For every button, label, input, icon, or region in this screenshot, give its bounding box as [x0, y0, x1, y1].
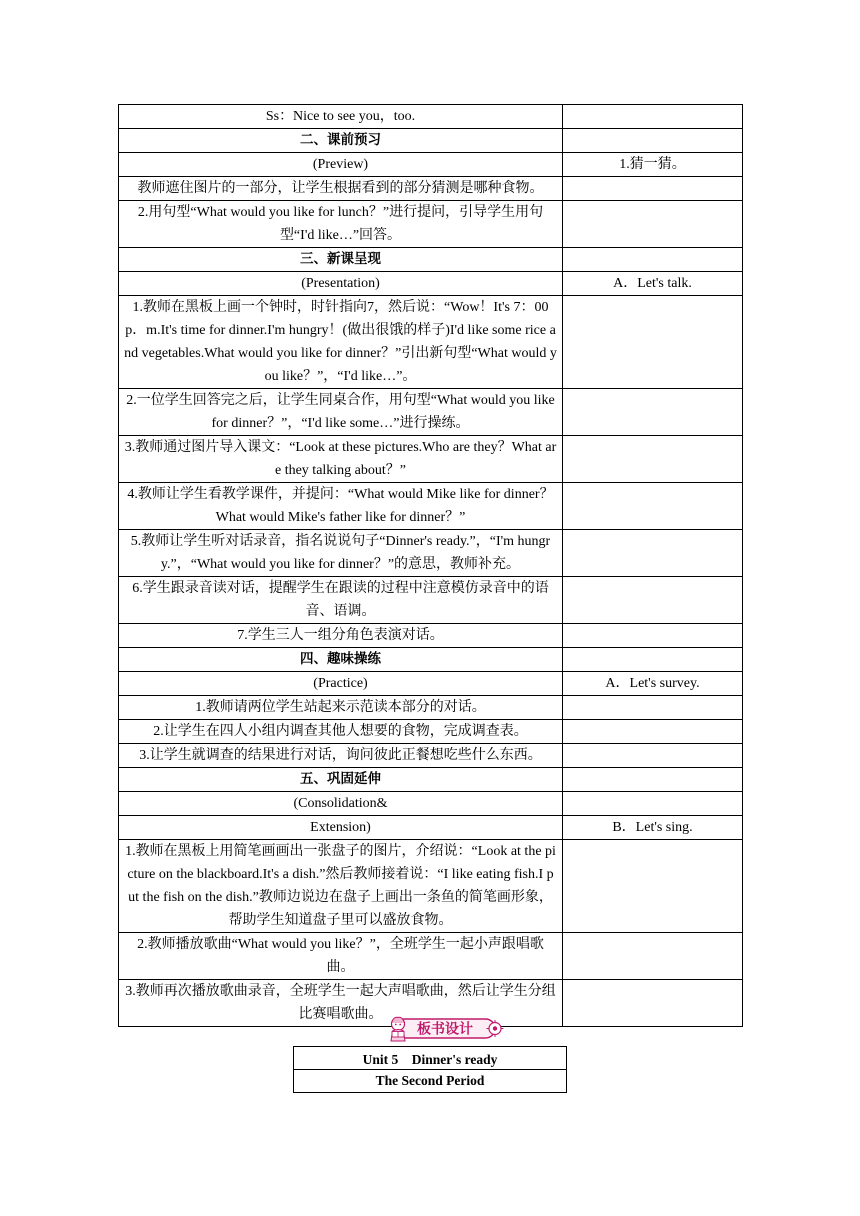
activity-cell: [563, 577, 743, 624]
blackboard-design-badge: [385, 1014, 507, 1042]
section-header-row: [119, 129, 743, 153]
step-cell: 2.一位学生回答完之后，让学生同桌合作，用句型“What would you like for dinner？”，“I'd like some…”进行操练。: [119, 389, 563, 436]
lesson-plan-table: [118, 104, 743, 1027]
table-row: [119, 744, 743, 768]
step-cell: 2.让学生在四人小组内调查其他人想要的食物，完成调查表。: [119, 720, 563, 744]
step-cell: 教师遮住图片的一部分，让学生根据看到的部分猜测是哪种食物。: [119, 177, 563, 201]
blackboard-design-table: [293, 1046, 567, 1093]
table-row: [119, 436, 743, 483]
activity-cell: [563, 177, 743, 201]
activity-cell: [563, 720, 743, 744]
table-row: [119, 296, 743, 389]
badge-graphic: [385, 1014, 507, 1042]
table-row: [119, 816, 743, 840]
table-row: [119, 201, 743, 248]
activity-cell: B．Let's sing.: [563, 816, 743, 840]
activity-cell: [563, 980, 743, 1027]
activity-cell: [563, 648, 743, 672]
activity-cell: A．Let's talk.: [563, 272, 743, 296]
step-cell: (Preview): [119, 153, 563, 177]
table-row: [119, 577, 743, 624]
table-row: [119, 720, 743, 744]
table-row: [119, 389, 743, 436]
table-row: [119, 624, 743, 648]
activity-cell: [563, 696, 743, 720]
activity-cell: [563, 792, 743, 816]
step-cell: 7.学生三人一组分角色表演对话。: [119, 624, 563, 648]
step-cell: 3.教师通过图片导入课文：“Look at these pictures.Who are they？What are they talking about？”: [119, 436, 563, 483]
step-cell: (Presentation): [119, 272, 563, 296]
step-cell: 3.让学生就调查的结果进行对话，询问彼此正餐想吃些什么东西。: [119, 744, 563, 768]
activity-cell: [563, 105, 743, 129]
period-title: The Second Period: [294, 1070, 567, 1093]
activity-cell: [563, 624, 743, 648]
table-row: [119, 272, 743, 296]
activity-cell: [563, 389, 743, 436]
activity-cell: [563, 483, 743, 530]
step-cell: (Consolidation&: [119, 792, 563, 816]
activity-cell: [563, 436, 743, 483]
badge-label: 板书设计: [417, 1021, 473, 1038]
step-cell: 2.用句型“What would you like for lunch？”进行提问，引导学生用句型“I'd like…”回答。: [119, 201, 563, 248]
step-cell: 2.教师播放歌曲“What would you like？”，全班学生一起小声跟唱歌曲。: [119, 933, 563, 980]
table-row: [119, 177, 743, 201]
activity-cell: [563, 933, 743, 980]
table-row: [119, 792, 743, 816]
step-cell: Ss：Nice to see you，too.: [119, 105, 563, 129]
step-cell: 1.教师请两位学生站起来示范读本部分的对话。: [119, 696, 563, 720]
table-row: [119, 530, 743, 577]
table-row: [294, 1047, 567, 1070]
step-cell: 1.教师在黑板上画一个钟时，时针指向7，然后说：“Wow！It's 7：00 p．m.It's time for dinner.I'm hungry！(做出很饿的样子)I'd like some rice and vegetables.What would you like for dinner？”引出新句型“What would you like？”，“I'd like…”。: [119, 296, 563, 389]
table-row: [119, 672, 743, 696]
step-cell: 3.教师再次播放歌曲录音，全班学生一起大声唱歌曲，然后让学生分组比赛唱歌曲。: [119, 980, 563, 1027]
table-row: [294, 1070, 567, 1093]
section-header-row: [119, 248, 743, 272]
step-cell: (Practice): [119, 672, 563, 696]
activity-cell: [563, 530, 743, 577]
step-cell: Extension): [119, 816, 563, 840]
activity-cell: 1.猜一猜。: [563, 153, 743, 177]
activity-cell: [563, 296, 743, 389]
section-heading: 三、新课呈现: [119, 248, 563, 272]
table-row: [119, 696, 743, 720]
section-heading: 二、课前预习: [119, 129, 563, 153]
section-header-row: [119, 648, 743, 672]
activity-cell: [563, 201, 743, 248]
table-row: [119, 933, 743, 980]
section-header-row: [119, 768, 743, 792]
step-cell: 6.学生跟录音读对话，提醒学生在跟读的过程中注意模仿录音中的语音、语调。: [119, 577, 563, 624]
activity-cell: [563, 768, 743, 792]
unit-title: Unit 5 Dinner's ready: [294, 1047, 567, 1070]
step-cell: 4.教师让学生看教学课件，并提问：“What would Mike like for dinner？What would Mike's father like for dinner？”: [119, 483, 563, 530]
step-cell: 1.教师在黑板上用简笔画画出一张盘子的图片，介绍说：“Look at the picture on the blackboard.It's a dish.”然后教师接着说：“I like eating fish.I put the fish on the dish.”教师边说边在盘子上画出一条鱼的简笔画形象，帮助学生知道盘子里可以盛放食物。: [119, 840, 563, 933]
girl-reading-icon: [391, 1017, 405, 1041]
activity-cell: [563, 129, 743, 153]
table-row: [119, 483, 743, 530]
activity-cell: [563, 248, 743, 272]
activity-cell: [563, 840, 743, 933]
activity-cell: A．Let's survey.: [563, 672, 743, 696]
step-cell: 5.教师让学生听对话录音，指名说说句子“Dinner's ready.”，“I'm hungry.”，“What would you like for dinner？”的意思，教师补充。: [119, 530, 563, 577]
table-row: [119, 840, 743, 933]
section-heading: 五、巩固延伸: [119, 768, 563, 792]
section-heading: 四、趣味操练: [119, 648, 563, 672]
table-row: [119, 105, 743, 129]
table-row: [119, 153, 743, 177]
activity-cell: [563, 744, 743, 768]
